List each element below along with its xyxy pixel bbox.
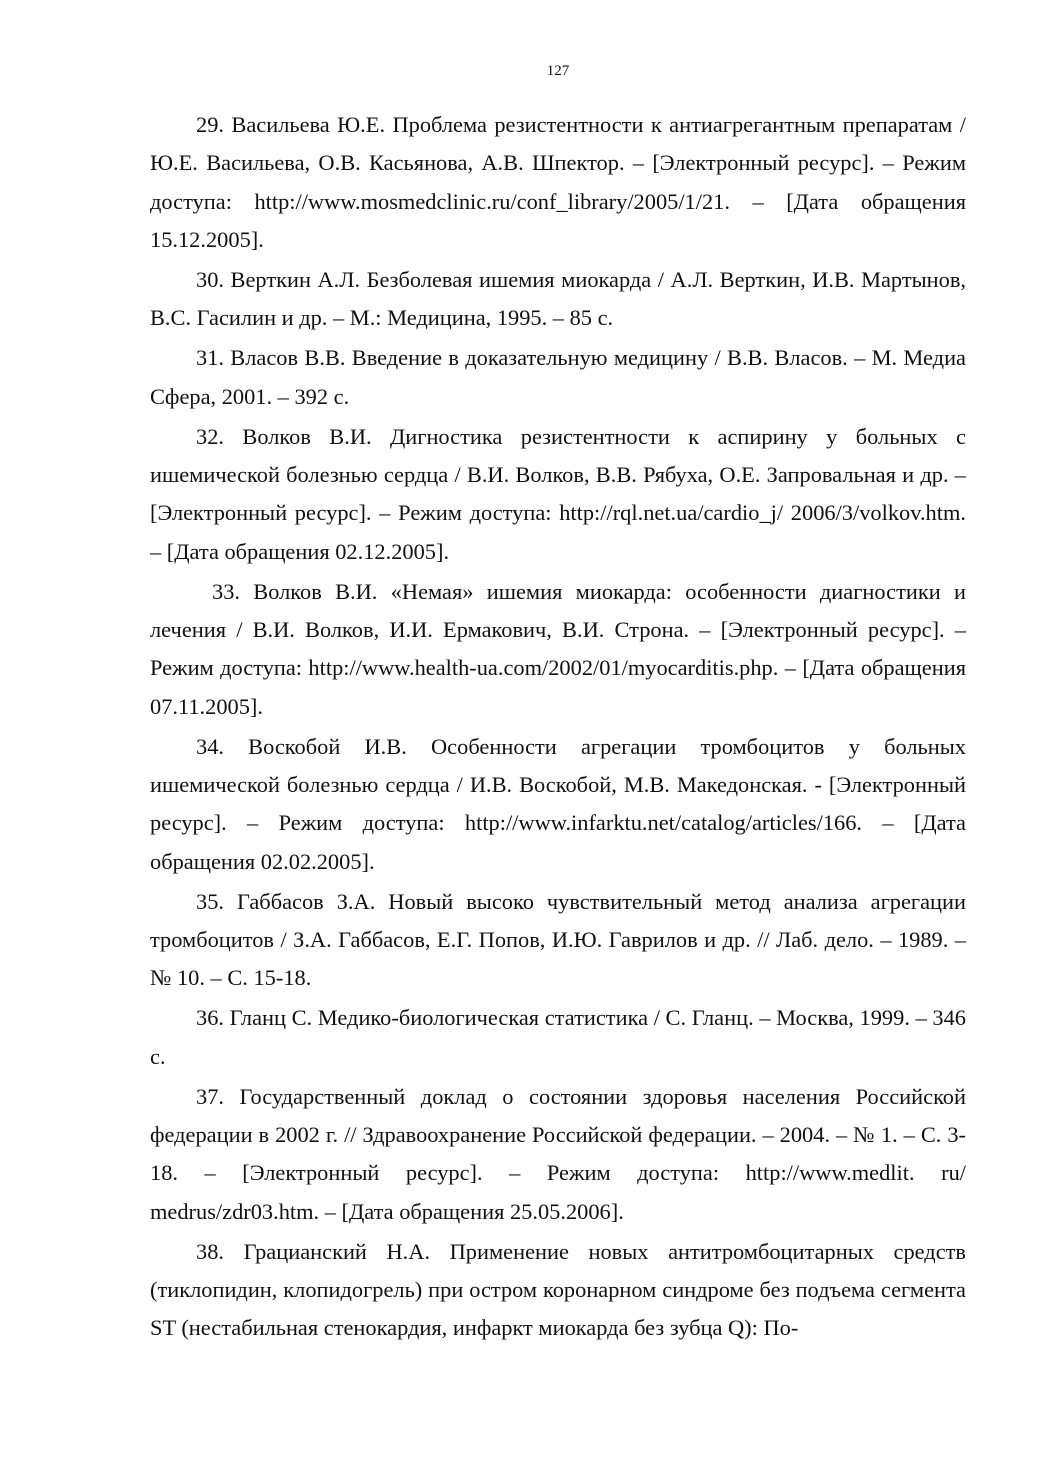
reference-37: 37. Государственный доклад о состоянии здоровья населения Российской федерации в 2002 г. // Здравоохранение Российской федерации. – 2004. – № 1. – С. 3-18. – [Электронный ресурс]. – Режим доступа: http://www.medlit. ru/ medrus/zdr03.htm. – [Дата обращения 25.05.2006].	[150, 1083, 966, 1224]
reference-32: 32. Волков В.И. Дигностика резистентности к аспирину у больных с ишемической болезнью сердца / В.И. Волков, В.В. Рябуха, О.Е. Запровальная и др. – [Электронный ресурс]. – Режим доступа: http://rql.net.ua/cardio_j/ 2006/3/volkov.htm. – [Дата обращения 02.12.2005].	[150, 423, 966, 564]
reference-34: 34. Воскобой И.В. Особенности агрегации тромбоцитов у больных ишемической болезнью сердца / И.В. Воскобой, М.В. Македонская. - [Электронный ресурс]. – Режим доступа: http://www.infarktu.net/catalog/articles/166. – [Дата обращения 02.02.2005].	[150, 733, 966, 874]
reference-list	[150, 106, 966, 1349]
reference-31: 31. Власов В.В. Введение в доказательную медицину / В.В. Власов. – М. Медиа Сфера, 2001. – 392 с.	[150, 345, 966, 409]
page-number: 127	[546, 63, 570, 79]
reference-30: 30. Верткин А.Л. Безболевая ишемия миокарда / А.Л. Верткин, И.В. Мартынов, В.С. Гасилин и др. – М.: Медицина, 1995. – 85 с.	[150, 266, 966, 331]
reference-35: 35. Габбасов З.А. Новый высоко чувствительный метод анализа агрегации тромбоцитов / З.А. Габбасов, Е.Г. Попов, И.Ю. Гаврилов и др. // Лаб. дело. – 1989. – № 10. – С. 15-18.	[150, 888, 966, 991]
reference-36: 36. Гланц С. Медико-биологическая статистика / С. Гланц. – Москва, 1999. – 346 с.	[150, 1005, 966, 1069]
reference-29: 29. Васильева Ю.Е. Проблема резистентности к антиагрегантным препаратам / Ю.Е. Васильева, О.В. Касьянова, А.В. Шпектор. – [Электронный ресурс]. – Режим доступа: http://www.mosmedclinic.ru/conf_library/2005/1/21. – [Дата обращения 15.12.2005].	[150, 112, 966, 252]
reference-38: 38. Грацианский Н.А. Применение новых антитромбоцитарных средств (тиклопидин, клопидогрель) при остром коронарном синдроме без подъема сегмента ST (нестабильная стенокардия, инфаркт миокарда без зубца Q): По-	[150, 1238, 966, 1341]
reference-33: 33. Волков В.И. «Немая» ишемия миокарда: особенности диагностики и лечения / В.И. Волков, И.И. Ермакович, В.И. Строна. – [Электронный ресурс]. – Режим доступа: http://www.health-ua.com/2002/01/myocarditis.php. – [Дата обращения 07.11.2005].	[150, 578, 966, 719]
